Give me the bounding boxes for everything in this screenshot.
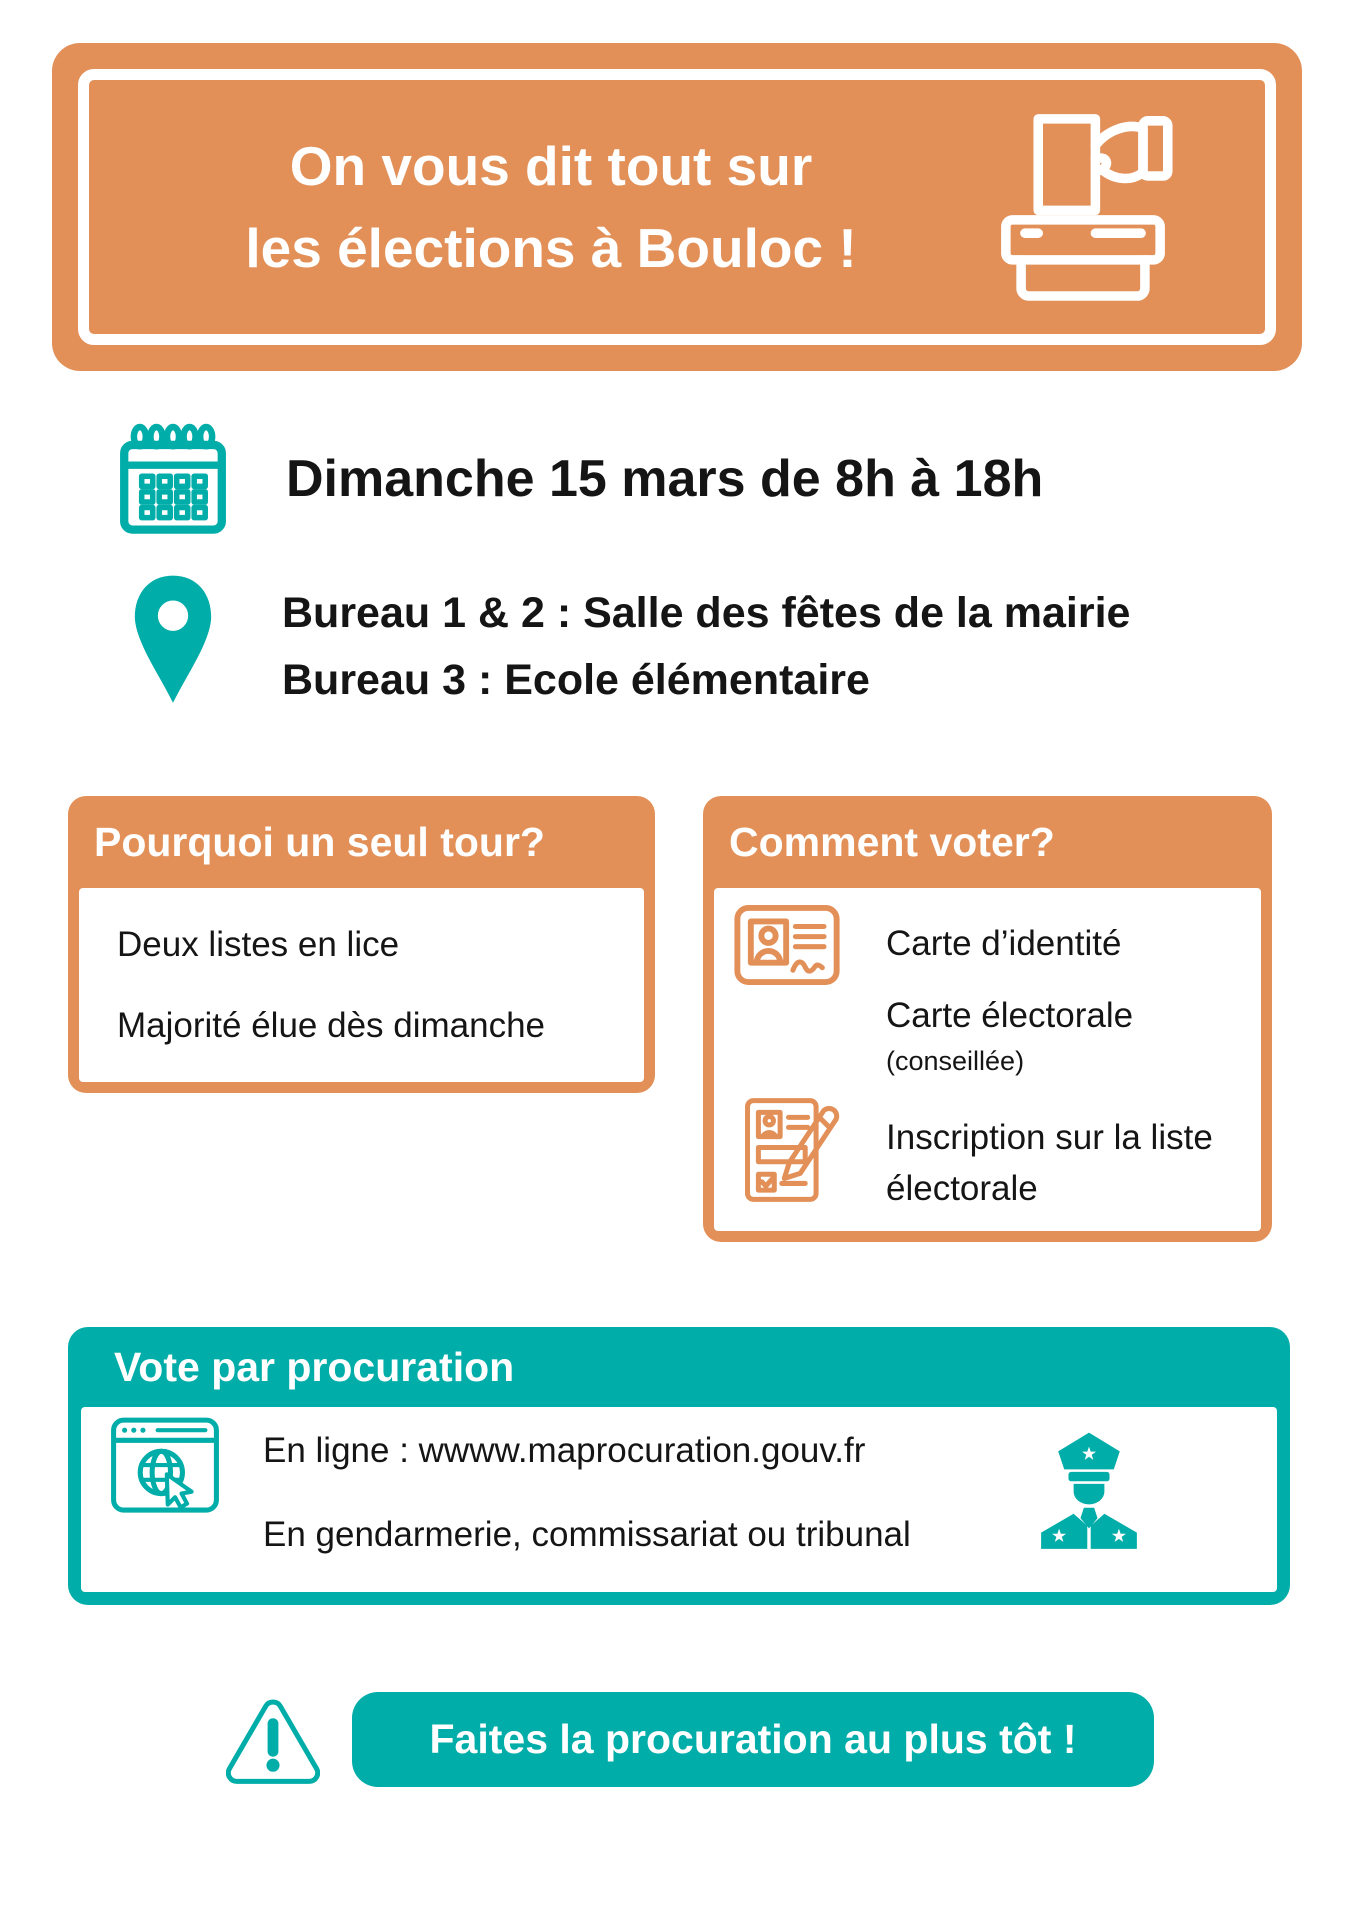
single-round-item-1: Deux listes en lice — [117, 925, 400, 964]
proxy-vote-body — [81, 1407, 1277, 1592]
id-card-icon — [734, 898, 840, 992]
header-banner-frame — [78, 69, 1276, 345]
location-text — [282, 580, 1130, 713]
proxy-vote-box — [68, 1327, 1290, 1605]
single-round-box — [68, 796, 655, 1093]
page-title-line2: les élections à Bouloc ! — [245, 217, 857, 279]
header-banner — [52, 43, 1302, 371]
schedule-text: Dimanche 15 mars de 8h à 18h — [286, 450, 1044, 508]
warning-triangle-icon — [226, 1688, 320, 1790]
single-round-title: Pourquoi un seul tour? — [94, 818, 545, 865]
location-row — [128, 572, 1130, 722]
how-to-vote-item-2-note: (conseillée) — [886, 1046, 1025, 1076]
location-line1: Bureau 1 & 2 : Salle des fêtes de la mairie — [282, 589, 1131, 638]
page-title — [89, 125, 983, 290]
how-to-vote-title: Comment voter? — [729, 818, 1055, 865]
browser-globe-icon — [109, 1415, 221, 1517]
how-to-vote-item-2: Carte électorale — [886, 996, 1134, 1035]
schedule-row — [115, 420, 1043, 538]
calendar-icon — [115, 420, 231, 538]
page-title-line1: On vous dit tout sur — [289, 134, 813, 197]
warning-row — [226, 1688, 1154, 1790]
proxy-vote-title: Vote par procuration — [114, 1343, 515, 1390]
how-to-vote-box — [703, 796, 1272, 1242]
location-pin-icon — [128, 572, 218, 722]
document-pencil-icon — [740, 1083, 842, 1217]
single-round-body — [79, 888, 644, 1082]
how-to-vote-body — [714, 888, 1261, 1231]
how-to-vote-item-3: Inscription sur la liste électorale — [886, 1118, 1213, 1208]
ballot-box-icon — [983, 107, 1183, 307]
how-to-vote-item-1: Carte d’identité — [886, 924, 1122, 963]
location-line2: Bureau 3 : Ecole élémentaire — [282, 656, 870, 704]
police-officer-icon — [1036, 1413, 1142, 1565]
proxy-deadline-button: Faites la procuration au plus tôt ! — [352, 1692, 1154, 1787]
proxy-inperson-text: En gendarmerie, commissariat ou tribunal — [263, 1515, 911, 1554]
single-round-item-2: Majorité élue dès dimanche — [117, 1006, 546, 1045]
proxy-online-text: En ligne : wwww.maprocuration.gouv.fr — [263, 1431, 866, 1470]
